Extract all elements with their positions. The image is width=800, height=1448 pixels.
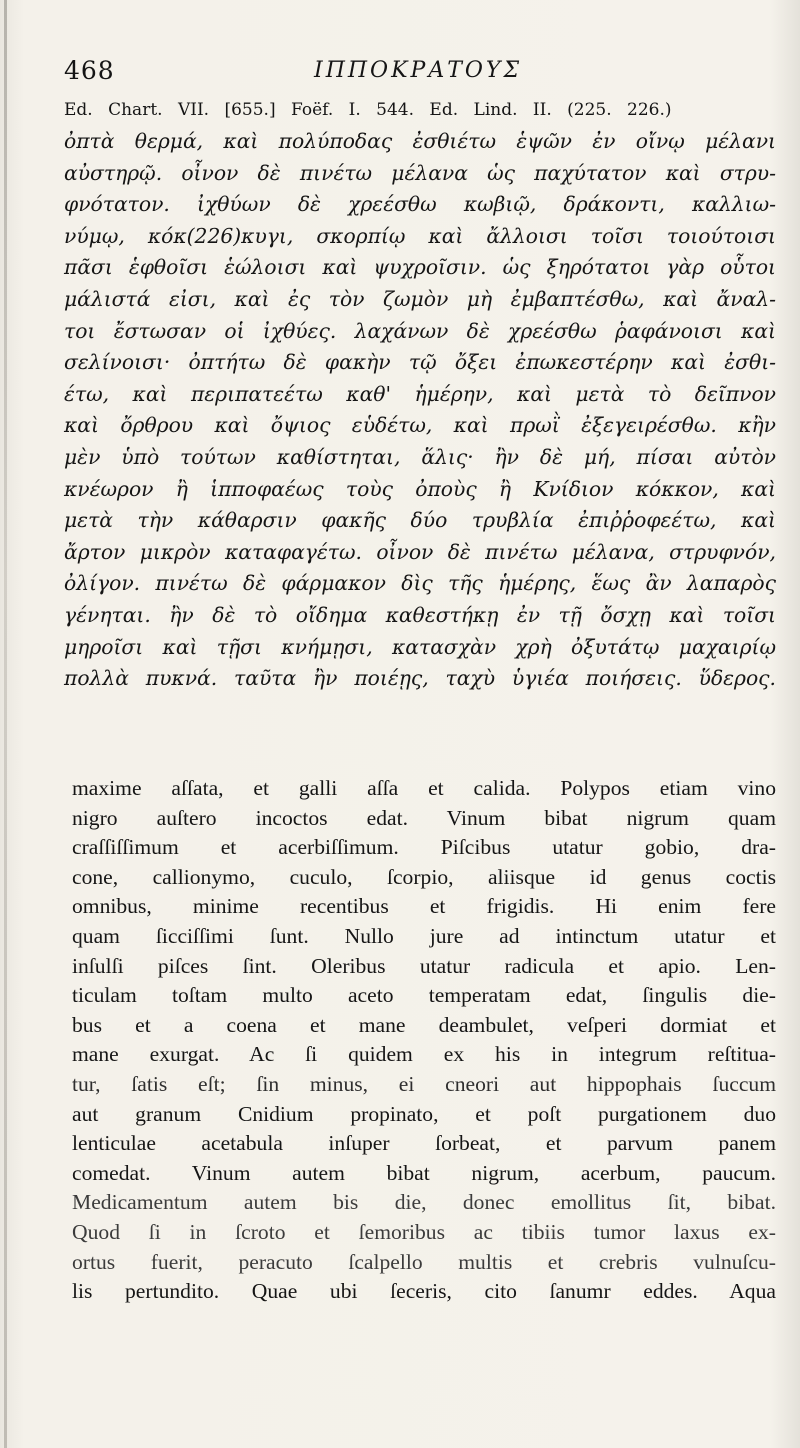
latin-text-line: bus et a coena et mane deambulet, veſperi dormiat et: [72, 1012, 776, 1037]
greek-text-line: ὀλίγον. πινέτω δὲ φάρμακον δὶς τῆς ἡμέρης, ἕως ἂν λαπαρὸς: [64, 571, 776, 596]
greek-text-line: ἄρτον μικρὸν καταφαγέτω. οἶνον δὲ πινέτω μέλανα, στρυφνόν,: [64, 539, 776, 564]
greek-text-line: πολλὰ πυκνά. ταῦτα ἢν ποιέῃς, ταχὺ ὑγιέα ποιήσεις. ὕδερος.: [64, 666, 776, 691]
greek-text-line: νύμῳ, κόκ(226)κυγι, σκορπίῳ καὶ ἄλλοισι τοῖσι τοιούτοισι: [64, 223, 776, 248]
latin-text-line: cone, callionymo, cuculo, ſcorpio, aliisque id genus coctis: [72, 864, 776, 889]
page-header: [64, 56, 764, 90]
latin-text-line: craſſiſſimum et acerbiſſimum. Piſcibus utatur gobio, dra-: [72, 835, 776, 860]
greek-text-line: έτω, καὶ περιπατεέτω καθ' ἡμέρην, καὶ μετὰ τὸ δεῖπνον: [64, 381, 776, 406]
latin-text-line: mane exurgat. Ac ſi quidem ex his in integrum reſtitua-: [72, 1042, 776, 1067]
greek-text-line: τοι ἔστωσαν οἱ ἰχθύες. λαχάνων δὲ χρεέσθω ῥαφάνοισι καὶ: [64, 318, 776, 343]
latin-text-block: [72, 774, 776, 1307]
greek-text-line: πᾶσι ἑφθοῖσι ἑώλοισι καὶ ψυχροῖσιν. ὡς ξηρότατοι γὰρ οὗτοι: [64, 255, 776, 280]
page-gutter-edge: [4, 0, 7, 1448]
greek-text-line: σελίνοισι· ὀπτήτω δὲ φακὴν τῷ ὄξει ἐπωκεστέρην καὶ ἐσθι-: [64, 350, 776, 375]
greek-text-line: γένηται. ἢν δὲ τὸ οἴδημα καθεστήκῃ ἐν τῇ ὄσχῃ καὶ τοῖσι: [64, 602, 776, 627]
latin-text-line: Quod ſi in ſcroto et ſemoribus ac tibiis tumor laxus ex-: [72, 1219, 776, 1244]
greek-text-line: κνέωρον ἢ ἱπποφαέως τοὺς ὀποὺς ἢ Κνίδιον κόκκον, καὶ: [64, 476, 776, 501]
latin-text-line: maxime aſſata, et galli aſſa et calida. Polypos etiam vino: [72, 776, 776, 800]
latin-text-line: omnibus, minime recentibus et frigidis. Hi enim fere: [72, 894, 776, 919]
latin-text-line: tur, ſatis eſt; ſin minus, ei cneori aut hippophais ſuccum: [72, 1071, 776, 1096]
edition-reference-line: Ed. Chart. VII. [655.] Foëf. I. 544. Ed. Lind. II. (225. 226.): [64, 100, 672, 120]
latin-text-line: quam ſicciſſimi ſunt. Nullo jure ad intinctum utatur et: [72, 923, 776, 948]
latin-text-line: ortus fuerit, peracuto ſcalpello multis et crebris vulnuſcu-: [72, 1249, 776, 1274]
greek-text-line: καὶ ὄρθρου καὶ ὄψιος εὑδέτω, καὶ πρωῒ ἐξεγειρέσθω. κἢν: [64, 413, 776, 438]
greek-text-line: αὐστηρῷ. οἶνον δὲ πινέτω μέλανα ὡς παχύτατον καὶ στρυ-: [64, 160, 776, 185]
latin-text-line: ticulam toſtam multo aceto temperatam edat, ſingulis die-: [72, 983, 776, 1008]
greek-text-line: μὲν ὑπὸ τούτων καθίστηται, ἅλις· ἢν δὲ μή, πίσαι αὐτὸν: [64, 444, 776, 469]
latin-text-line: lis pertundito. Quae ubi ſeceris, cito ſanumr eddes. Aqua: [72, 1279, 776, 1304]
greek-text-line: ὀπτὰ θερμά, καὶ πολύποδας ἐσθιέτω ἑψῶν ἐν οἴνῳ μέλανι: [64, 129, 776, 153]
greek-text-line: μάλιστά εἰσι, καὶ ἐς τὸν ζωμὸν μὴ ἐμβαπτέσθω, καὶ ἄναλ-: [64, 286, 776, 311]
latin-text-line: lenticulae acetabula inſuper ſorbeat, et parvum panem: [72, 1131, 776, 1156]
running-head: ΙΠΠΟΚΡΑΤΟΥΣ: [314, 58, 523, 83]
page-number: 468: [64, 56, 115, 85]
latin-text-line: aut granum Cnidium propinato, et poſt purgationem duo: [72, 1101, 776, 1126]
greek-text-line: μηροῖσι καὶ τῇσι κνήμῃσι, κατασχὰν χρὴ ὀξυτάτῳ μαχαιρίῳ: [64, 634, 776, 659]
latin-text-line: comedat. Vinum autem bibat nigrum, acerbum, paucum.: [72, 1160, 776, 1185]
greek-text-block: [64, 126, 776, 695]
latin-text-line: nigro auſtero incoctos edat. Vinum bibat nigrum quam: [72, 805, 776, 830]
latin-text-line: inſulſi piſces ſint. Oleribus utatur radicula et apio. Len-: [72, 953, 776, 978]
greek-text-line: μετὰ τὴν κάθαρσιν φακῆς δύο τρυβλία ἐπιῤῥοφεέτω, καὶ: [64, 508, 776, 533]
greek-text-line: φνότατον. ἰχθύων δὲ χρεέσθω κωβιῷ, δράκοντι, καλλιω-: [64, 192, 776, 217]
latin-text-line: Medicamentum autem bis die, donec emollitus ſit, bibat.: [72, 1190, 776, 1215]
